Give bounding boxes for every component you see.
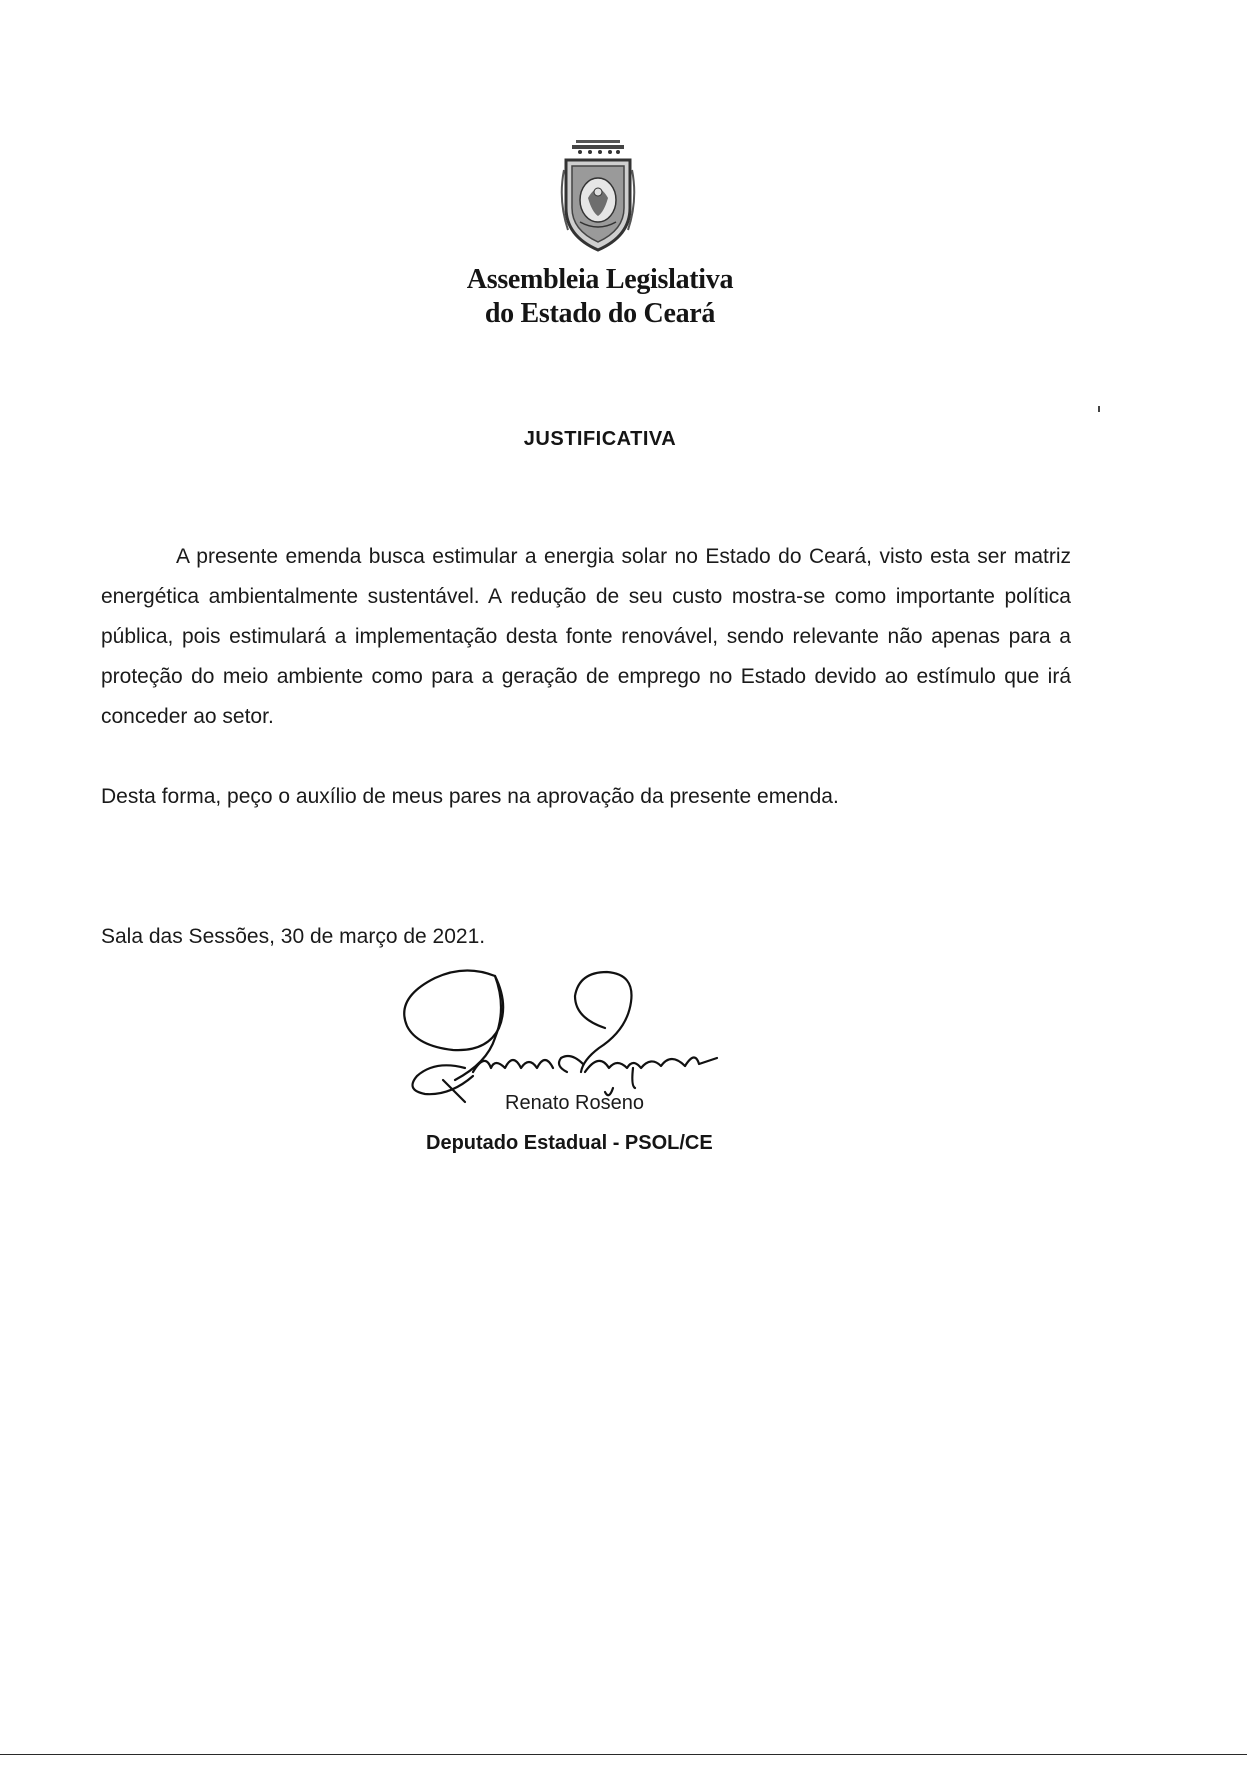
- org-name-line2: do Estado do Ceará: [484, 298, 716, 329]
- request-paragraph: Desta forma, peço o auxílio de meus pares na aprovação da presente emenda.: [101, 785, 839, 808]
- document-title: JUSTIFICATIVA: [523, 428, 677, 450]
- footer-divider: [0, 1754, 1247, 1755]
- signer-name: Renato Roseno: [505, 1092, 644, 1114]
- justification-paragraph: A presente emenda busca estimular a energia solar no Estado do Ceará, visto esta ser matriz energética ambientalmente sustentável. A redução de seu custo mostra-se como importante política pública, pois estimulará a implementação desta fonte renovável, sendo relevante não apenas para a proteção do meio ambiente como para a geração de emprego no Estado devido ao estímulo que irá conceder ao setor.: [101, 545, 1071, 728]
- scan-mark: [1098, 406, 1100, 412]
- place-date-line: Sala das Sessões, 30 de março de 2021.: [101, 925, 486, 948]
- signer-role: Deputado Estadual - PSOL/CE: [426, 1132, 713, 1154]
- coat-of-arms-icon: [558, 140, 638, 258]
- org-name-line1: Assembleia Legislativa: [466, 264, 734, 295]
